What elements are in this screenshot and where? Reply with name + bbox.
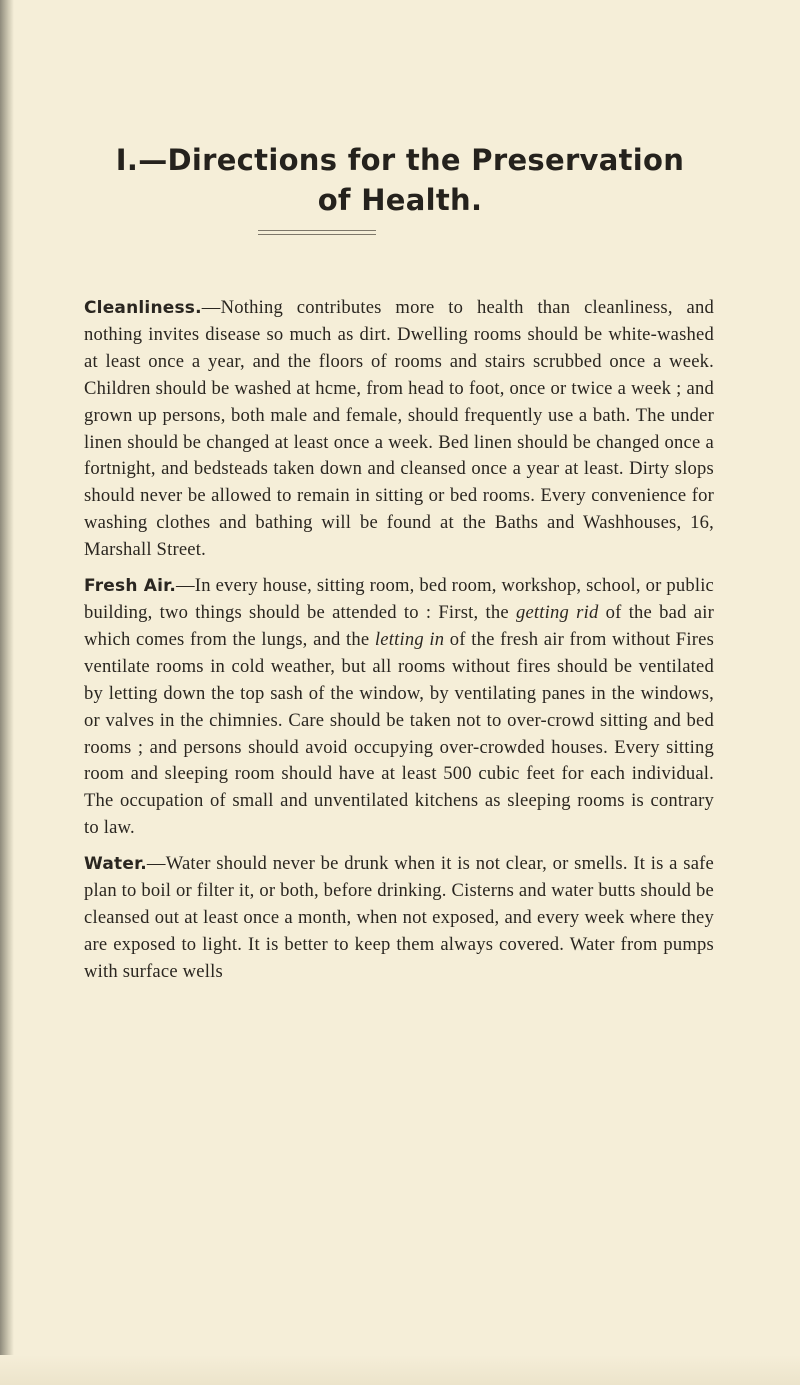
- page-binding-edge: [0, 0, 14, 1385]
- paragraph-fresh-air: [84, 573, 714, 842]
- paragraph-cleanliness: [84, 295, 714, 564]
- heading-rule: [258, 230, 376, 231]
- heading-line-2: of Health.: [317, 183, 483, 217]
- paragraph-water: [84, 851, 714, 986]
- section-title: Water.: [84, 854, 147, 875]
- page-bottom-edge: [0, 1355, 800, 1385]
- section-title: Fresh Air.: [84, 576, 177, 597]
- paragraph-text: of the bad air which comes from the lungs, and the: [84, 601, 714, 650]
- body-text: [84, 295, 714, 995]
- emphasis-text: getting rid: [515, 601, 599, 623]
- heading-rule: [258, 234, 376, 235]
- paragraph-text: of the fresh air from without Fires ventilate rooms in cold weather, but all rooms without fires should be ventilated by letting down the top sash of the window, by ventilating panes in the windows, or valves in the chimnies. Care should be taken not to over-crowd sitting and bed rooms ; and persons should avoid occupying over-crowded houses. Every sitting room and sleeping room should have at least 500 cubic feet for each individual. The occupation of small and unventilated kitchens as sleeping rooms is contrary to law.: [84, 628, 714, 839]
- paragraph-text: —Water should never be drunk when it is not clear, or smells. It is a safe plan to boil or filter it, or both, before drinking. Cisterns and water butts should be cleansed out at least once a month, when not exposed, and every week where they are exposed to light. It is better to keep them always covered. Water from pumps with surface wells: [84, 853, 714, 982]
- paragraph-text: —Nothing contributes more to health than cleanliness, and nothing invites disease so much as dirt. Dwelling rooms should be white-washed at least once a year, and the floors of rooms and stairs scrubbed once a week. Children should be washed at hcme, from head to foot, once or twice a week ; and grown up persons, both male and female, should frequently use a bath. The under linen should be changed at least once a week. Bed linen should be changed once a fortnight, and bedsteads taken down and cleansed once a year at least. Dirty slops should never be allowed to remain in sitting or bed rooms. Every convenience for washing clothes and bathing will be found at the Baths and Washhouses, 16, Marshall Street.: [84, 297, 714, 561]
- heading-line-1: I.—Directions for the Preservation: [115, 143, 685, 177]
- chapter-heading: [100, 140, 700, 220]
- emphasis-text: letting in: [374, 628, 445, 650]
- section-title: Cleanliness.: [84, 298, 202, 318]
- paragraph-text: —In every house, sitting room, bed room, workshop, school, or public building, two things should be attended to : First, the: [84, 575, 715, 623]
